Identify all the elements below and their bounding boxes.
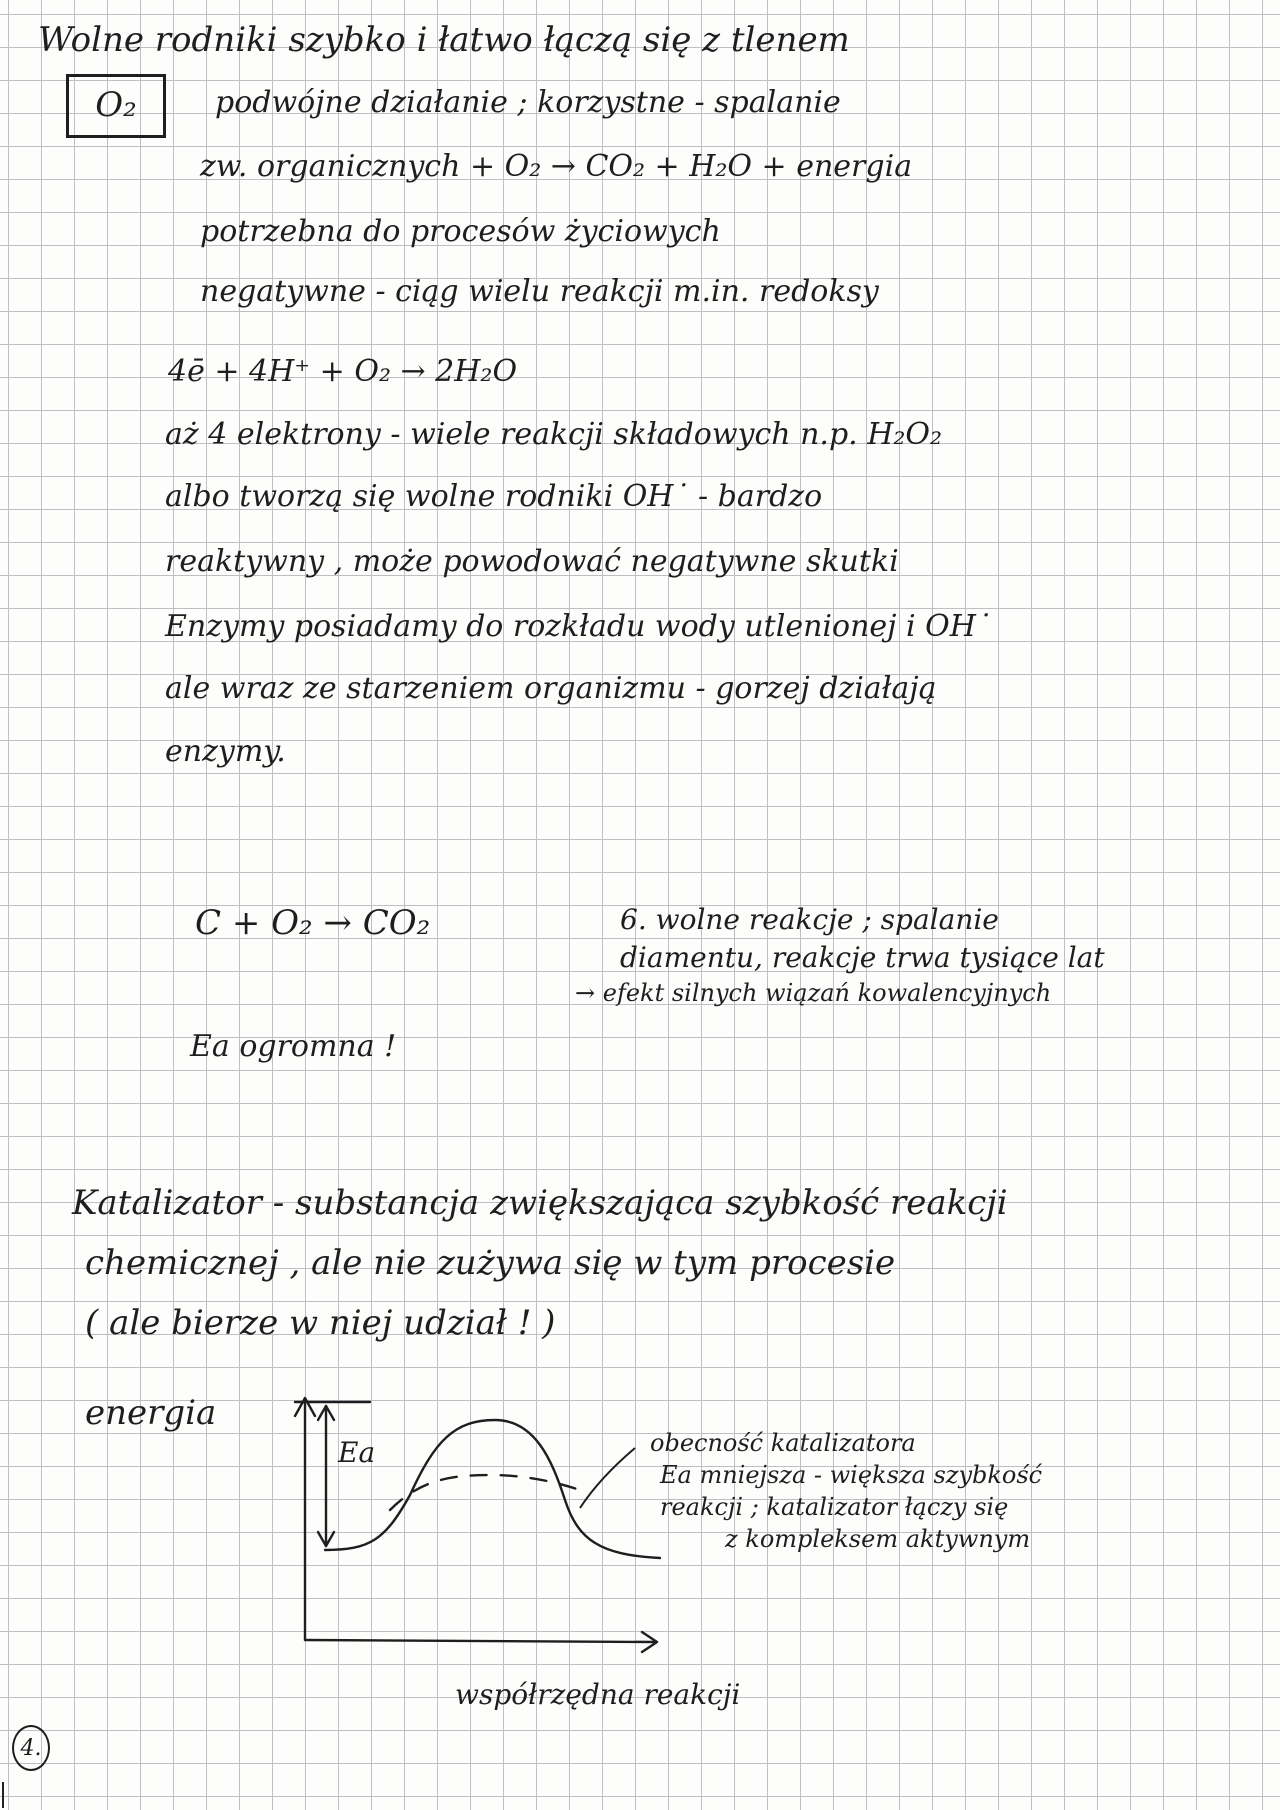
line-enzymes-end: enzymy.	[165, 734, 286, 769]
catalyst-definition-1: Katalizator - substancja zwiększająca szybkość reakcji	[72, 1183, 1008, 1223]
annotation-pointer	[570, 1440, 650, 1520]
equation-water: 4ē + 4H⁺ + O₂ → 2H₂O	[168, 354, 518, 389]
annotation-line-1: obecność katalizatora	[650, 1429, 916, 1457]
page-number	[12, 1725, 50, 1771]
equation-carbon: C + O₂ → CO₂	[195, 903, 431, 943]
x-axis	[305, 1640, 655, 1642]
page-number-text: 4.	[20, 1735, 42, 1761]
energy-diagram	[290, 1380, 690, 1680]
line-life-processes: potrzebna do procesów życiowych	[200, 214, 721, 249]
graph-x-label: współrzędna reakcji	[455, 1678, 741, 1711]
annotation-line-2: Ea mniejsza - większa szybkość	[660, 1461, 1043, 1489]
catalyzed-curve	[390, 1475, 580, 1510]
graph-ea-label: Ea	[338, 1436, 376, 1469]
line-reactive: reaktywny , może powodować negatywne skutki	[165, 544, 899, 579]
line-free-radicals: albo tworzą się wolne rodniki OH˙ - bardzo	[165, 479, 823, 514]
line-four-electrons: aż 4 elektrony - wiele reakcji składowych n.p. H₂O₂	[165, 417, 943, 452]
annotation-line-4: z kompleksem aktywnym	[725, 1525, 1031, 1553]
margin-mark	[2, 1782, 4, 1808]
title-line: Wolne rodniki szybko i łatwo łączą się z tlenem	[38, 20, 850, 60]
note-diamond-1: 6. wolne reakcje ; spalanie	[620, 903, 999, 936]
line-aging: ale wraz ze starzeniem organizmu - gorzej działają	[165, 671, 937, 706]
o2-box	[66, 74, 166, 138]
line-negative-effects: negatywne - ciąg wielu reakcji m.in. redoksy	[200, 274, 879, 309]
note-diamond-3: → efekt silnych wiązań kowalencyjnych	[575, 979, 1052, 1007]
note-ea-huge: Ea ogromna !	[190, 1029, 397, 1064]
annotation-line-3: reakcji ; katalizator łączy się	[660, 1493, 1009, 1521]
line-enzymes: Enzymy posiadamy do rozkładu wody utlenionej i OH˙	[165, 609, 991, 644]
catalyst-definition-2: chemicznej , ale nie zużywa się w tym procesie	[85, 1243, 896, 1283]
line-combustion-equation: zw. organicznych + O₂ → CO₂ + H₂O + energia	[200, 149, 913, 184]
line-dual-action: podwójne działanie ; korzystne - spalanie	[215, 85, 841, 120]
graph-y-label: energia	[85, 1393, 217, 1433]
note-diamond-2: diamentu, reakcje trwa tysiące lat	[620, 941, 1105, 974]
catalyst-definition-3: ( ale bierze w niej udział ! )	[85, 1303, 556, 1343]
o2-box-label: O₂	[95, 85, 137, 126]
